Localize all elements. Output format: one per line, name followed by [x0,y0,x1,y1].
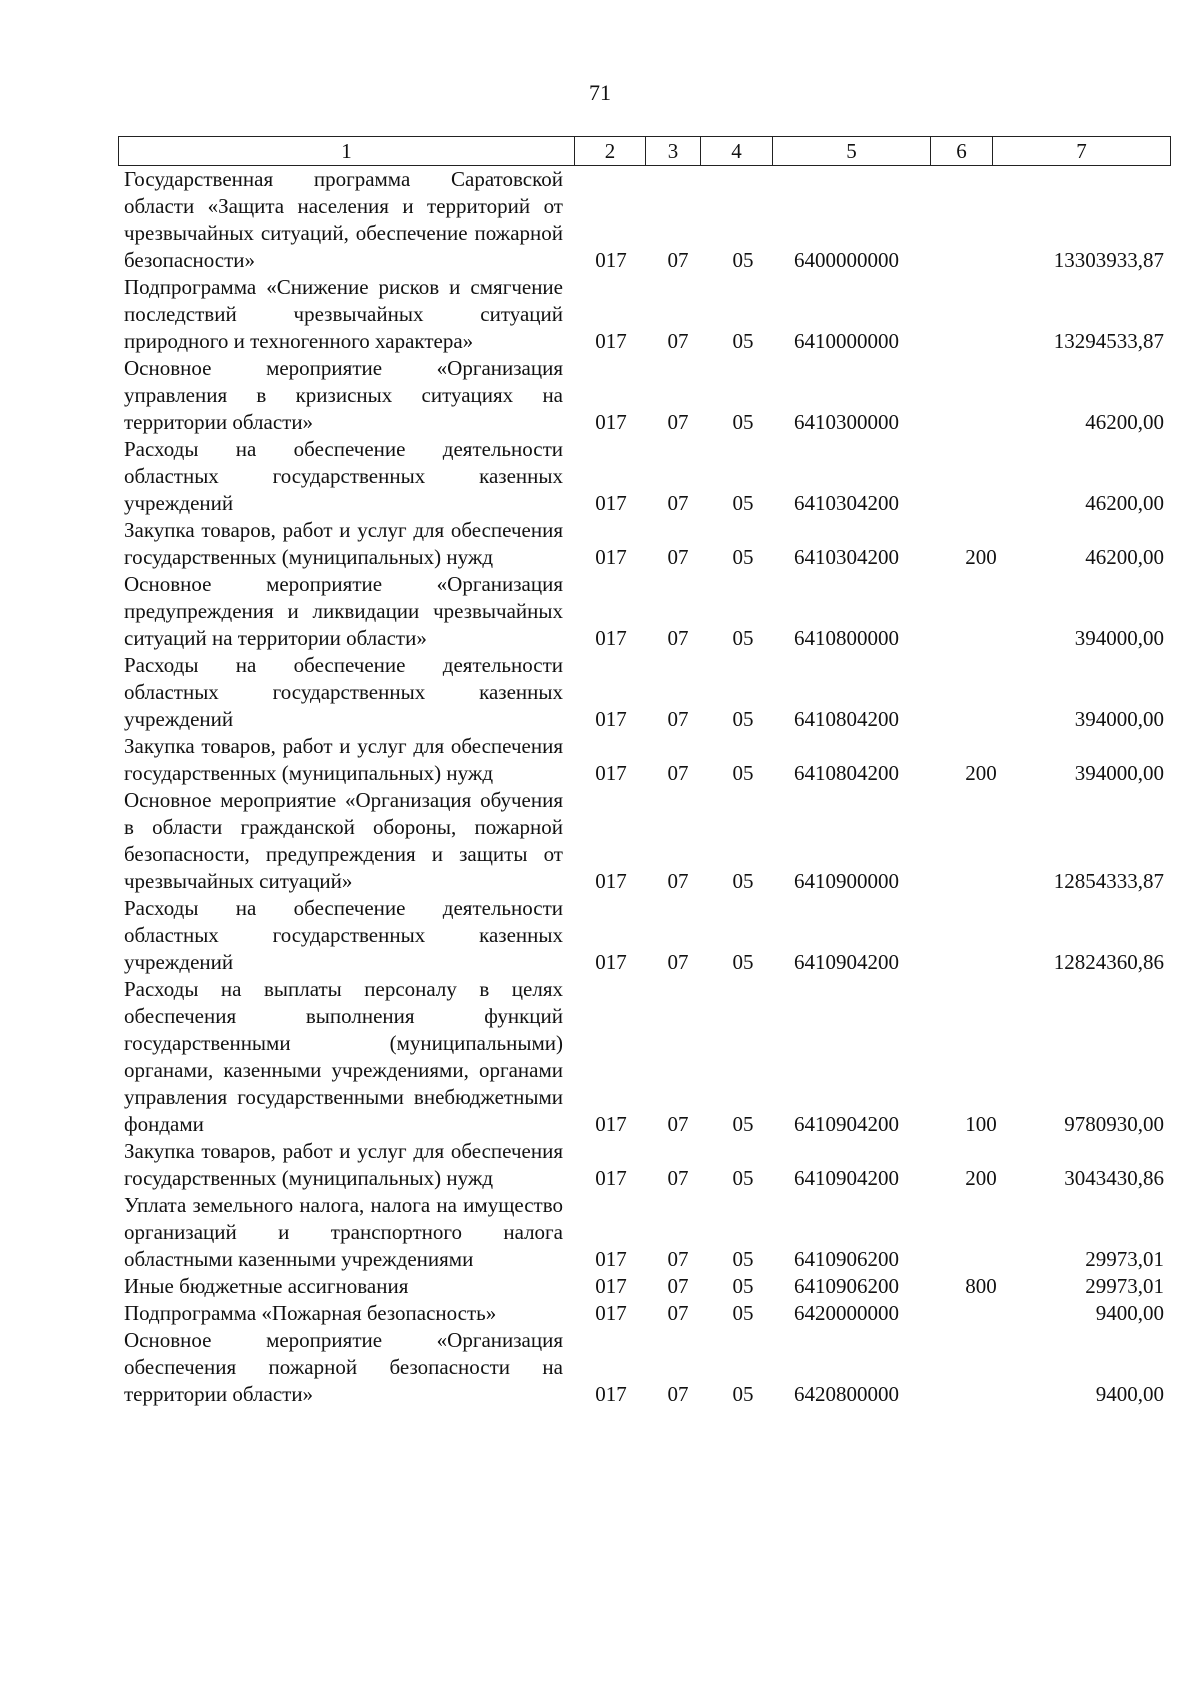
row-description: Подпрограмма «Пожарная безопасность» [124,1301,497,1325]
cell-amount: 394000,00 [1074,707,1164,731]
cell-target-article: 6410904200 [794,1112,899,1136]
cell-ministry-code: 017 [595,1166,627,1190]
cell-ministry-code: 017 [595,1112,627,1136]
cell-expense-type: 200 [965,545,997,569]
table-row [118,1138,1170,1192]
cell-amount: 13294533,87 [1053,329,1164,353]
cell-target-article: 6410800000 [794,626,899,650]
cell-subsection-code: 05 [732,248,754,272]
column-header-1: 1 [119,137,575,166]
cell-target-article: 6410000000 [794,329,899,353]
cell-amount: 46200,00 [1085,545,1164,569]
page-number: 71 [589,80,611,105]
cell-target-article: 6410300000 [794,410,899,434]
cell-target-article: 6410804200 [794,707,899,731]
table-row [118,787,1170,895]
cell-ministry-code: 017 [595,1382,627,1406]
cell-ministry-code: 017 [595,950,627,974]
cell-subsection-code: 05 [732,1382,754,1406]
table-row [118,166,1170,274]
table-row [118,895,1170,976]
cell-section-code: 07 [667,545,689,569]
cell-subsection-code: 05 [732,491,754,515]
cell-ministry-code: 017 [595,626,627,650]
table-row [118,436,1170,517]
cell-subsection-code: 05 [732,1166,754,1190]
cell-expense-type: 800 [965,1274,997,1298]
column-header-3: 3 [646,137,701,166]
cell-amount: 9400,00 [1095,1301,1164,1325]
cell-subsection-code: 05 [732,410,754,434]
table-row [118,517,1170,571]
cell-amount: 9400,00 [1095,1382,1164,1406]
row-description: Расходы на обеспечение деятельности областных государственных казенных учреждений [124,653,563,731]
row-description: Основное мероприятие «Организация обеспечения пожарной безопасности на территории области» [124,1328,563,1406]
cell-target-article: 6410304200 [794,491,899,515]
cell-subsection-code: 05 [732,761,754,785]
cell-amount: 394000,00 [1074,761,1164,785]
cell-section-code: 07 [667,410,689,434]
column-header-row [118,136,1171,166]
cell-subsection-code: 05 [732,1301,754,1325]
table-row [118,571,1170,652]
cell-section-code: 07 [667,329,689,353]
row-description: Расходы на выплаты персоналу в целях обеспечения выполнения функций государственными (муниципальными) органами, казенными учреждениями, органами управления государственными внебюджетными фондами [124,977,563,1136]
table-row [118,1300,1170,1327]
cell-section-code: 07 [667,1247,689,1271]
cell-section-code: 07 [667,1301,689,1325]
cell-amount: 3043430,86 [1064,1166,1164,1190]
cell-amount: 46200,00 [1085,491,1164,515]
row-description: Подпрограмма «Снижение рисков и смягчение последствий чрезвычайных ситуаций природного и техногенного характера» [124,275,563,353]
cell-subsection-code: 05 [732,950,754,974]
cell-amount: 29973,01 [1085,1247,1164,1271]
cell-section-code: 07 [667,1274,689,1298]
table-row [118,1192,1170,1273]
budget-table-body [118,166,1170,1408]
table-row [118,355,1170,436]
row-description: Основное мероприятие «Организация управления в кризисных ситуациях на территории области» [124,356,563,434]
cell-target-article: 6410904200 [794,950,899,974]
row-description: Основное мероприятие «Организация обучения в области гражданской обороны, пожарной безопасности, предупреждения и защиты от чрезвычайных ситуаций» [124,788,563,893]
cell-subsection-code: 05 [732,545,754,569]
cell-ministry-code: 017 [595,1274,627,1298]
cell-target-article: 6410904200 [794,1166,899,1190]
cell-section-code: 07 [667,1112,689,1136]
cell-ministry-code: 017 [595,329,627,353]
table-row [118,1327,1170,1408]
cell-subsection-code: 05 [732,1112,754,1136]
cell-section-code: 07 [667,491,689,515]
cell-target-article: 6420000000 [794,1301,899,1325]
column-header-7: 7 [993,137,1171,166]
table-row [118,652,1170,733]
row-description: Расходы на обеспечение деятельности областных государственных казенных учреждений [124,437,563,515]
column-header-5: 5 [773,137,931,166]
cell-target-article: 6420800000 [794,1382,899,1406]
row-description: Закупка товаров, работ и услуг для обеспечения государственных (муниципальных) нужд [124,1139,563,1190]
cell-subsection-code: 05 [732,869,754,893]
cell-subsection-code: 05 [732,1247,754,1271]
row-description: Закупка товаров, работ и услуг для обеспечения государственных (муниципальных) нужд [124,734,563,785]
cell-section-code: 07 [667,626,689,650]
row-description: Закупка товаров, работ и услуг для обеспечения государственных (муниципальных) нужд [124,518,563,569]
cell-amount: 46200,00 [1085,410,1164,434]
table-row [118,733,1170,787]
cell-subsection-code: 05 [732,626,754,650]
row-description: Основное мероприятие «Организация предупреждения и ликвидации чрезвычайных ситуаций на территории области» [124,572,563,650]
cell-section-code: 07 [667,869,689,893]
cell-ministry-code: 017 [595,1247,627,1271]
table-row [118,976,1170,1138]
cell-ministry-code: 017 [595,410,627,434]
cell-ministry-code: 017 [595,1301,627,1325]
cell-target-article: 6410900000 [794,869,899,893]
cell-target-article: 6400000000 [794,248,899,272]
cell-ministry-code: 017 [595,545,627,569]
cell-section-code: 07 [667,707,689,731]
cell-amount: 12854333,87 [1053,869,1164,893]
cell-target-article: 6410804200 [794,761,899,785]
row-description: Уплата земельного налога, налога на имущество организаций и транспортного налога областными казенными учреждениями [124,1193,563,1271]
cell-amount: 394000,00 [1074,626,1164,650]
cell-target-article: 6410304200 [794,545,899,569]
cell-section-code: 07 [667,1166,689,1190]
row-description: Расходы на обеспечение деятельности областных государственных казенных учреждений [124,896,563,974]
row-description: Государственная программа Саратовской области «Защита населения и территорий от чрезвычайных ситуаций, обеспечение пожарной безопасности» [124,167,563,272]
cell-amount: 9780930,00 [1064,1112,1164,1136]
cell-section-code: 07 [667,761,689,785]
cell-ministry-code: 017 [595,761,627,785]
cell-ministry-code: 017 [595,248,627,272]
cell-subsection-code: 05 [732,1274,754,1298]
cell-expense-type: 200 [965,1166,997,1190]
cell-section-code: 07 [667,1382,689,1406]
table-row [118,1273,1170,1300]
table-row [118,274,1170,355]
cell-ministry-code: 017 [595,869,627,893]
cell-section-code: 07 [667,248,689,272]
cell-amount: 29973,01 [1085,1274,1164,1298]
cell-expense-type: 100 [965,1112,997,1136]
row-description: Иные бюджетные ассигнования [124,1274,409,1298]
cell-target-article: 6410906200 [794,1247,899,1271]
cell-amount: 12824360,86 [1053,950,1164,974]
cell-amount: 13303933,87 [1053,248,1164,272]
cell-subsection-code: 05 [732,707,754,731]
column-header-4: 4 [701,137,773,166]
cell-target-article: 6410906200 [794,1274,899,1298]
column-header-2: 2 [575,137,646,166]
column-header-6: 6 [931,137,993,166]
cell-subsection-code: 05 [732,329,754,353]
cell-ministry-code: 017 [595,707,627,731]
cell-section-code: 07 [667,950,689,974]
cell-expense-type: 200 [965,761,997,785]
cell-ministry-code: 017 [595,491,627,515]
